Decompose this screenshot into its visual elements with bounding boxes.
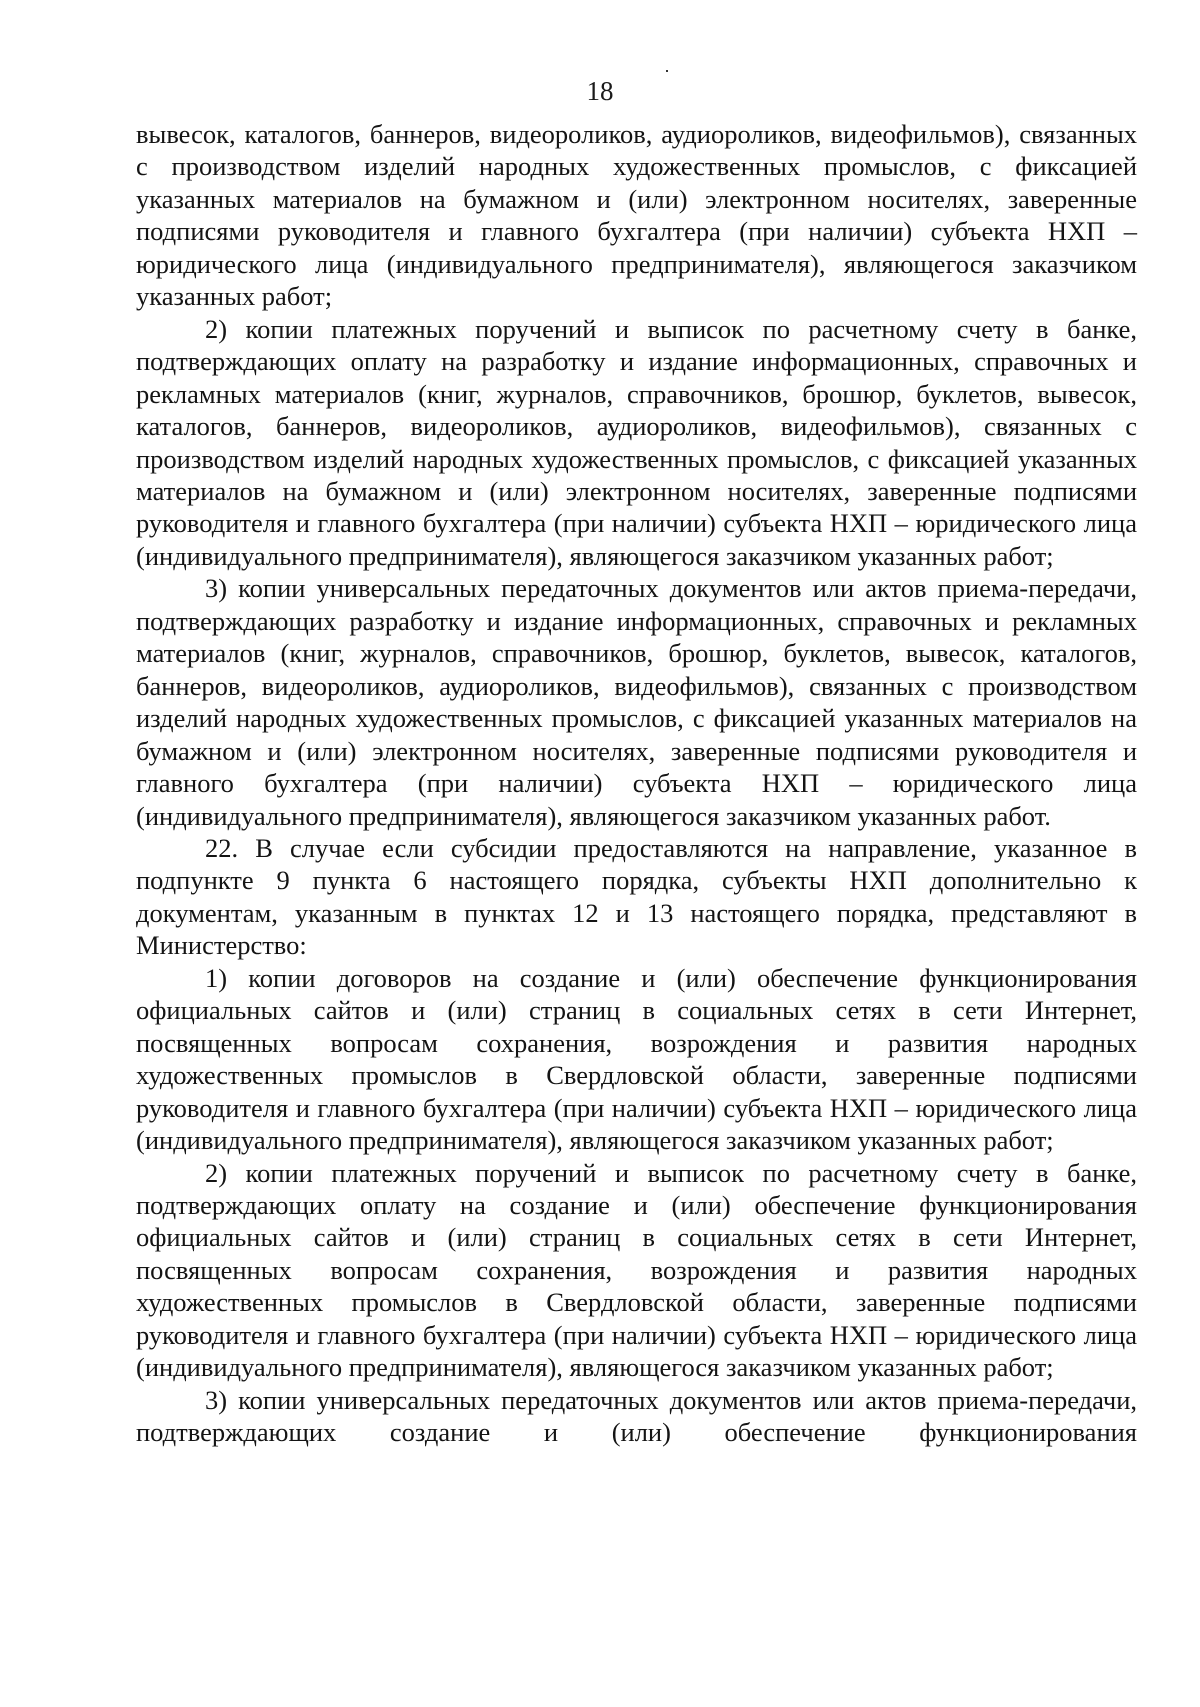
paragraph-item-1-website-contracts: 1) копии договоров на создание и (или) обеспечение функционирования официальных сайтов и (или) страниц в социальных сетях в сети Интернет, посвященных вопросам сохранения, возрождения и развития народных художественных промыслов в Свердловской области, заверенные подписями руководителя и главного бухгалтера (при наличии) субъекта НХП – юридического лица (индивидуального предпринимателя), являющегося заказчиком указанных работ; [136,962,1137,1156]
page-number [0,76,1200,107]
scan-speck [666,70,668,72]
page-number-text: 18 [586,76,614,106]
paragraph-item-3-website-acts: 3) копии универсальных передаточных документов или актов приема-передачи, подтверждающих создание и (или) обеспечение функционирования [136,1384,1137,1448]
paragraph-item-2-website-payments: 2) копии платежных поручений и выписок по расчетному счету в банке, подтверждающих оплату на создание и (или) обеспечение функционирования официальных сайтов и (или) страниц в социальных сетях в сети Интернет, посвященных вопросам сохранения, возрождения и развития народных художественных промыслов в Свердловской области, заверенные подписями руководителя и главного бухгалтера (при наличии) субъекта НХП – юридического лица (индивидуального предпринимателя), являющегося заказчиком указанных работ; [136,1157,1137,1383]
paragraph-item-3-advertising-acts: 3) копии универсальных передаточных документов или актов приема-передачи, подтверждающих разработку и издание информационных, справочных и рекламных материалов (книг, журналов, справочников, брошюр, буклетов, вывесок, каталогов, баннеров, видеороликов, аудиороликов, видеофильмов), связанных с производством изделий народных художественных промыслов, с фиксацией указанных материалов на бумажном и (или) электронном носителях, заверенные подписями руководителя и главного бухгалтера (при наличии) субъекта НХП – юридического лица (индивидуального предпринимателя), являющегося заказчиком указанных работ. [136,573,1137,831]
paragraph-continuation: вывесок, каталогов, баннеров, видеороликов, аудиороликов, видеофильмов), связанных с производством изделий народных художественных промыслов, с фиксацией указанных материалов на бумажном и (или) электронном носителях, заверенные подписями руководителя и главного бухгалтера (при наличии) субъекта НХП – юридического лица (индивидуального предпринимателя), являющегося заказчиком указанных работ; [136,119,1137,312]
paragraph-item-2-advertising-payments: 2) копии платежных поручений и выписок по расчетному счету в банке, подтверждающих оплату на разработку и издание информационных, справочных и рекламных материалов (книг, журналов, справочников, брошюр, буклетов, вывесок, каталогов, баннеров, видеороликов, аудиороликов, видеофильмов), связанных с производством изделий народных художественных промыслов, с фиксацией указанных материалов на бумажном и (или) электронном носителях, заверенные подписями руководителя и главного бухгалтера (при наличии) субъекта НХП – юридического лица (индивидуального предпринимателя), являющегося заказчиком указанных работ; [136,313,1137,571]
paragraph-clause-22: 22. В случае если субсидии предоставляются на направление, указанное в подпункте 9 пункта 6 настоящего порядка, субъекты НХП дополнительно к документам, указанным в пунктах 12 и 13 настоящего порядка, представляют в Министерство: [136,832,1137,961]
document-body [136,118,1137,1449]
